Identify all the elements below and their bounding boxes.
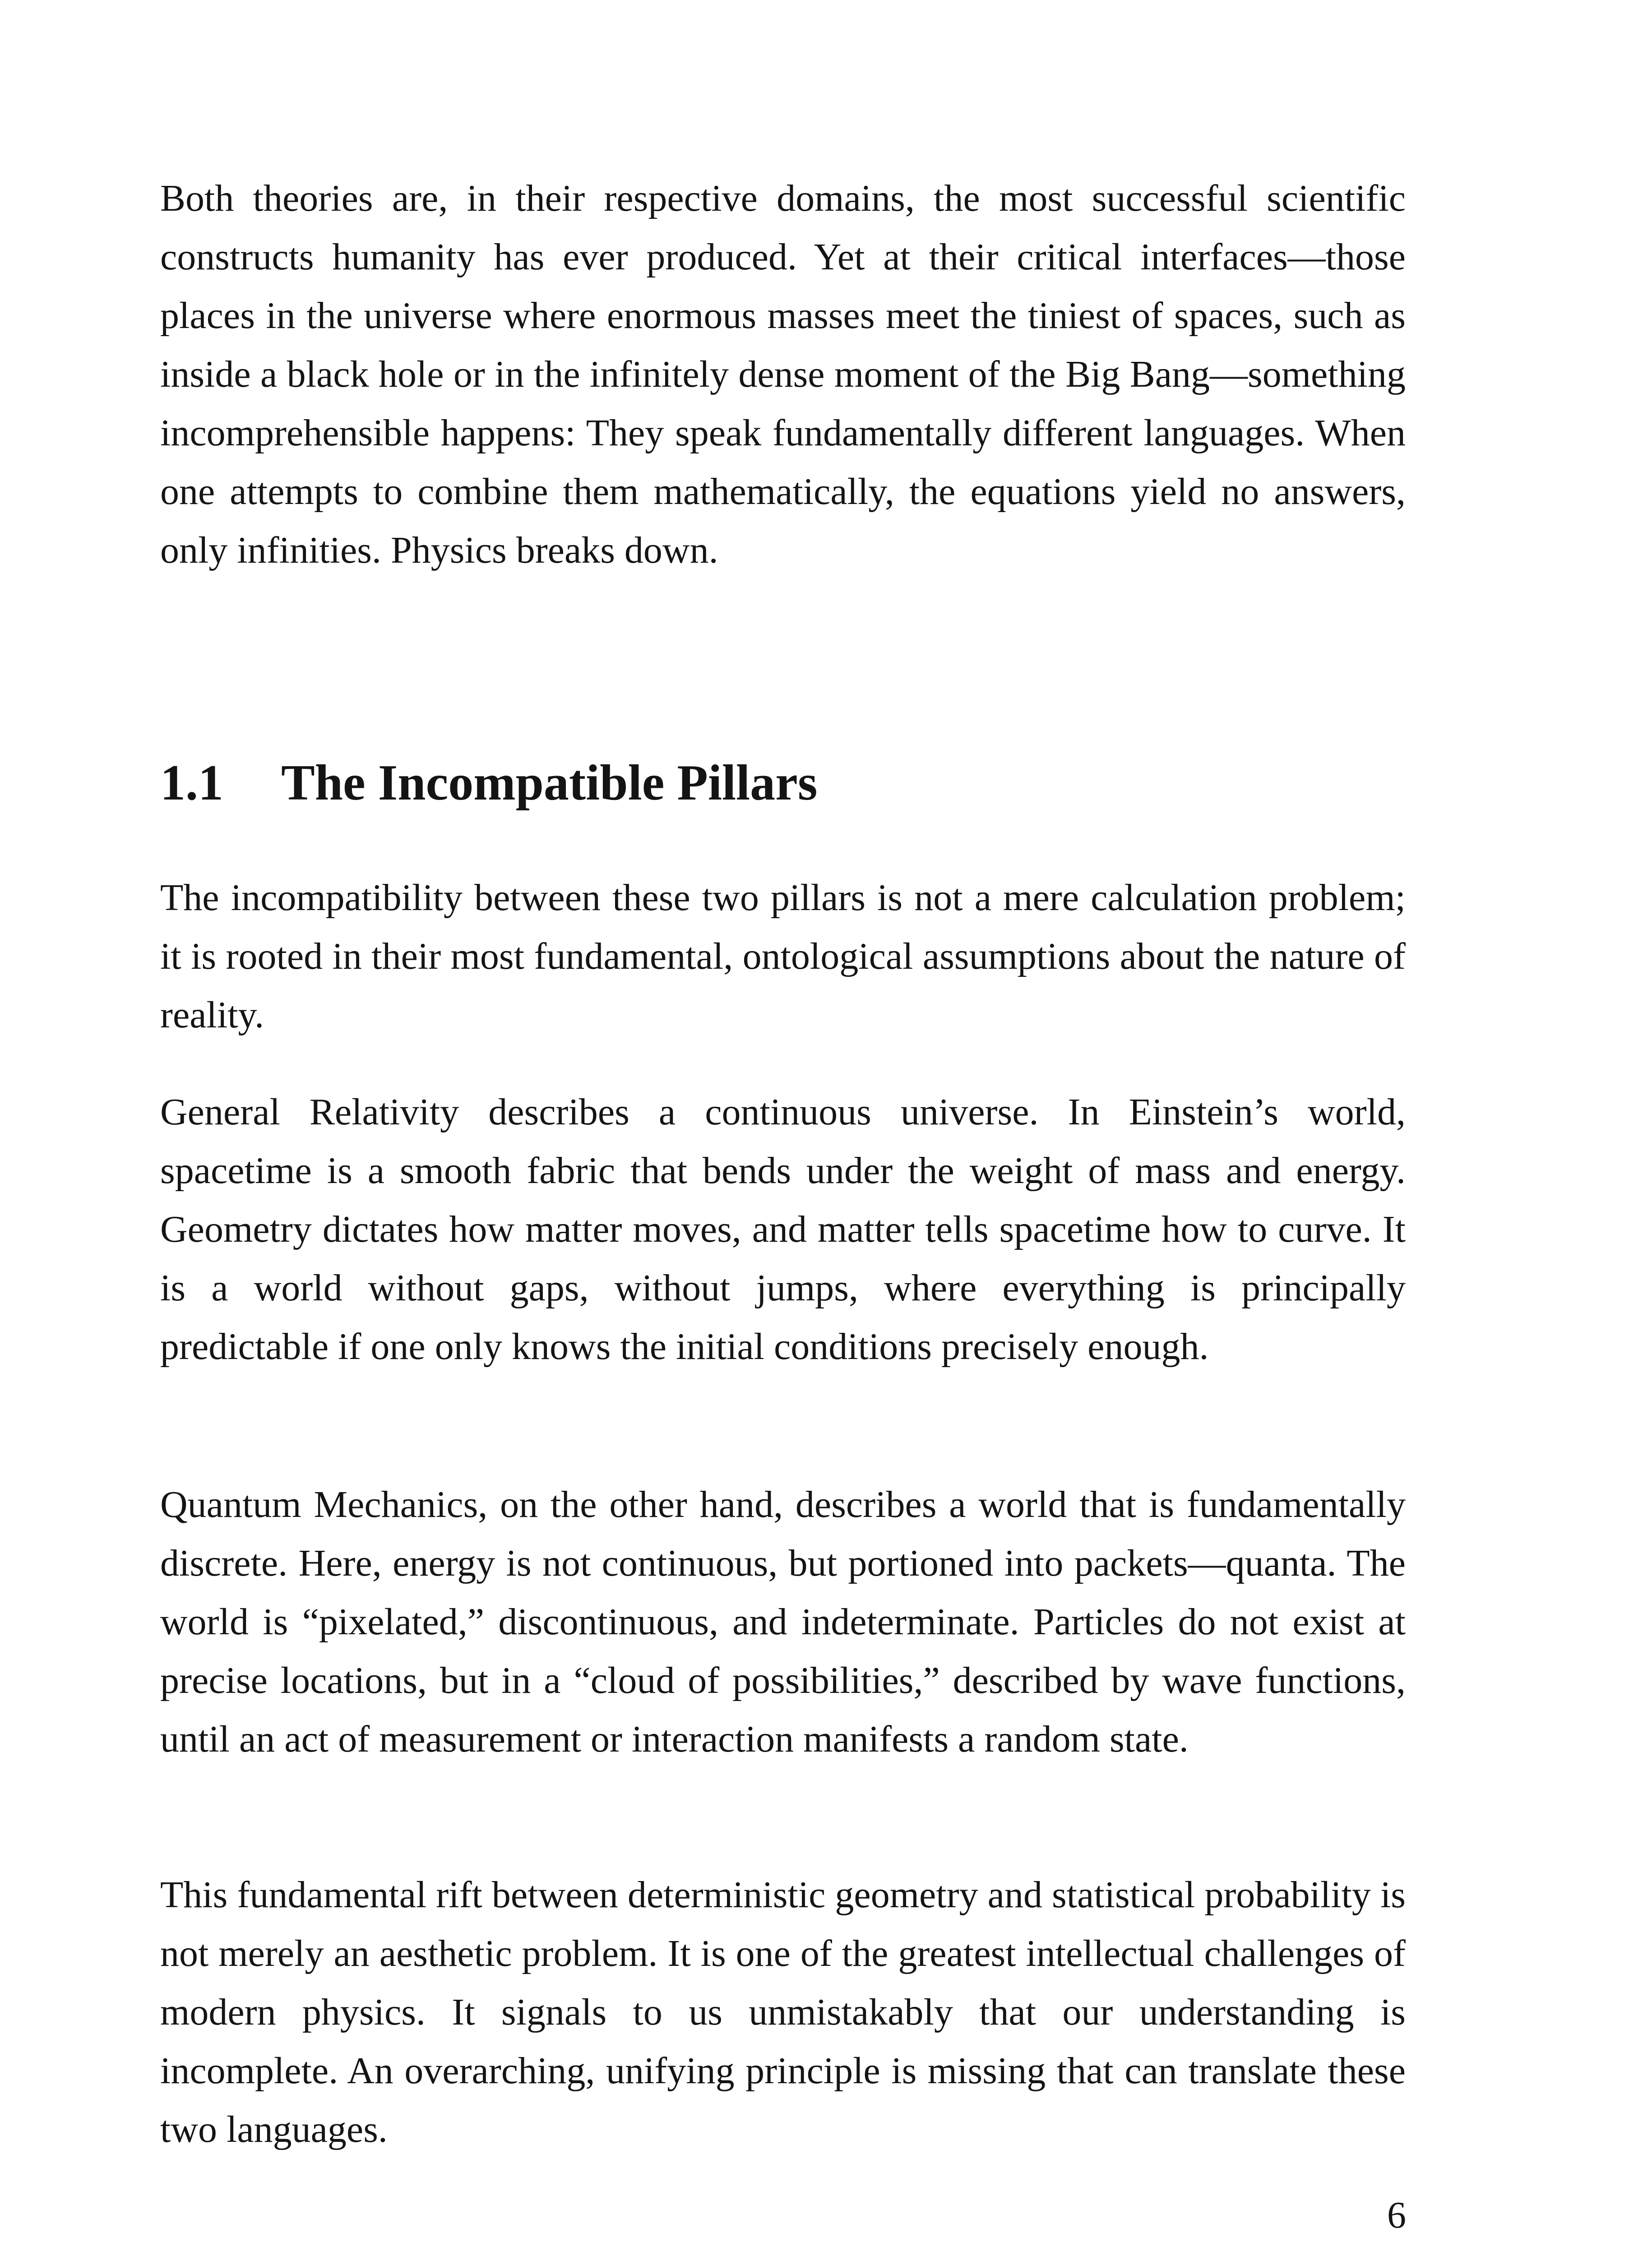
page-number: 6 (1387, 2194, 1406, 2236)
paragraph-text: This fundamental rift between deterministic geometry and statistical probability is not merely an aesthetic problem. It is one of the greatest intellectual challenges of modern physics. It signals to us unmistakably that our understanding is incomplete. An overarching, unifying principle is missing that can translate these two languages. (160, 1874, 1406, 2150)
section-number: 1.1 (160, 755, 223, 811)
paragraph-text: Quantum Mechanics, on the other hand, describes a world that is fundamentally discrete. Here, energy is not continuous, but portioned into packets—quanta. The world is “pixelated,” discontinuous, and indeterminate. Particles do not exist at precise locations, but in a “cloud of possibilities,” described by wave functions, until an act of measurement or interaction manifests a random state. (160, 1484, 1406, 1760)
rift-paragraph (160, 1866, 1406, 2159)
intro-paragraph (160, 169, 1406, 580)
quantum-paragraph (160, 1475, 1406, 1769)
paragraph-text: Both theories are, in their respective domains, the most successful scientific constructs humanity has ever produced. Yet at their critical interfaces—those places in the universe where enormous masses meet the tiniest of spaces, such as inside a black hole or in the infinitely dense moment of the Big Bang—something incomprehensible happens: They speak fundamentally different languages. When one attempts to combine them mathematically, the equations yield no answers, only infinities. Physics breaks down. (160, 177, 1406, 571)
section-title: The Incompatible Pillars (281, 755, 818, 811)
section-heading (160, 751, 1406, 814)
relativity-paragraph (160, 1083, 1406, 1376)
paragraph-text: The incompatibility between these two pillars is not a mere calculation problem; it is rooted in their most fundamental, ontological assumptions about the nature of reality. (160, 877, 1406, 1036)
incompatibility-paragraph (160, 869, 1406, 1045)
paragraph-text: General Relativity describes a continuous universe. In Einstein’s world, spacetime is a smooth fabric that bends under the weight of mass and energy. Geometry dictates how matter moves, and matter tells spacetime how to curve. It is a world without gaps, without jumps, where everything is principally predictable if one only knows the initial conditions precisely enough. (160, 1091, 1406, 1368)
